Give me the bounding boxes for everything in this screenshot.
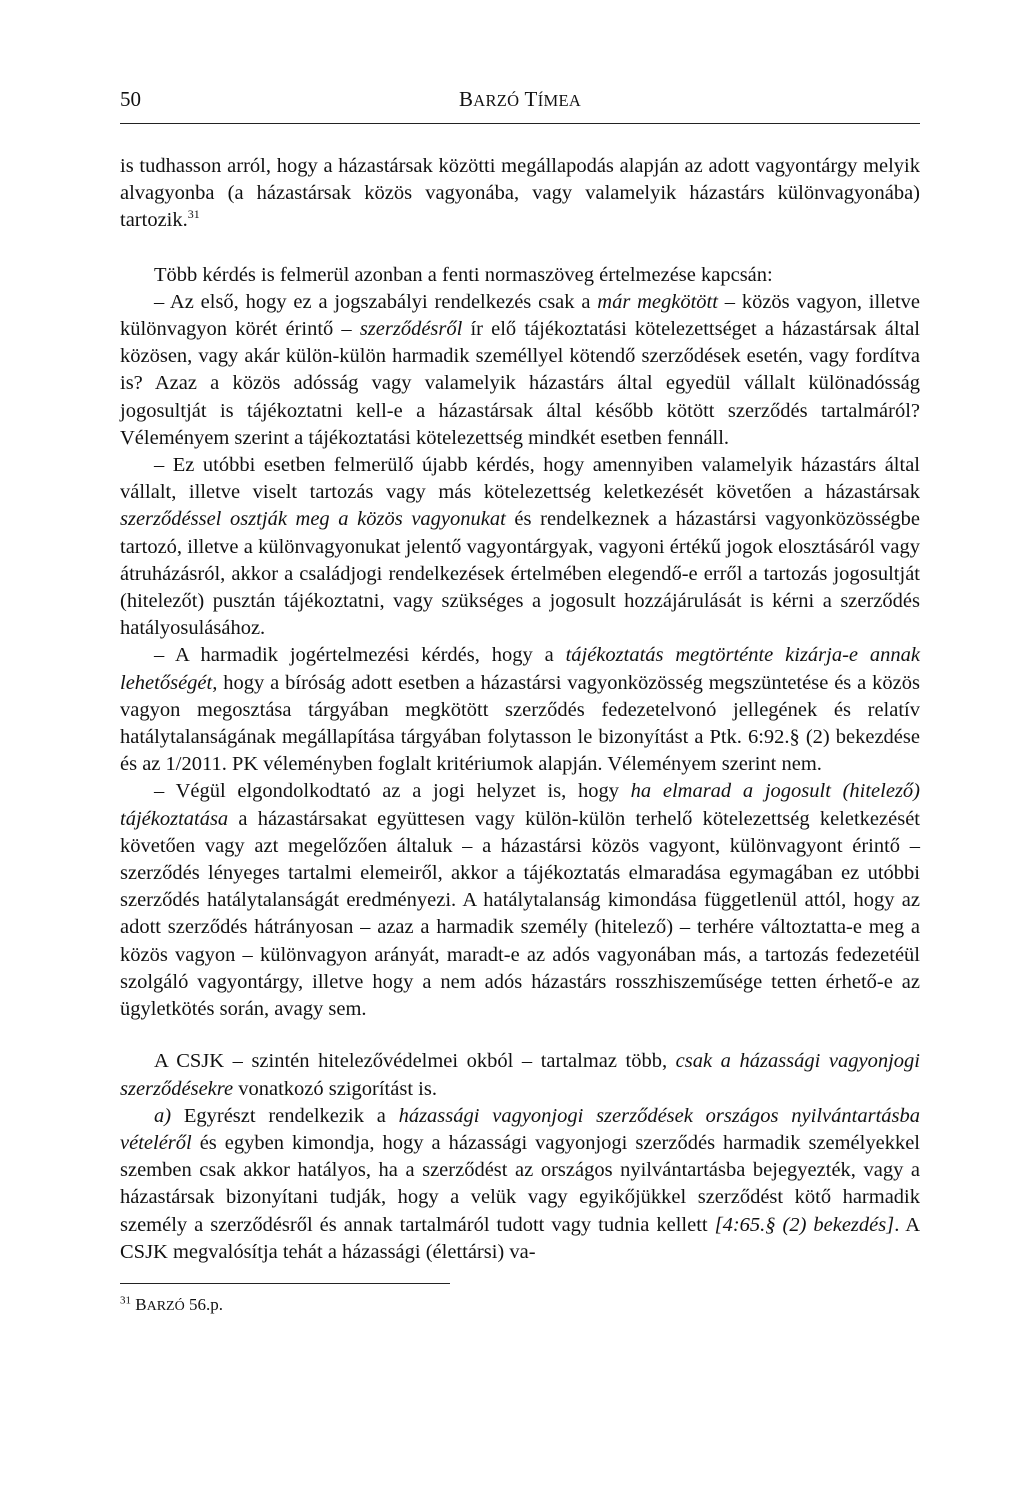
footnote-prefix: B [135, 1295, 147, 1314]
running-head-prefix: B [458, 87, 474, 111]
paragraph-8 [120, 1103, 920, 1266]
paragraph-1 [120, 153, 920, 235]
paragraph-3-text-2: – közös vagyon, illetve különvagyon körét érintő – [120, 290, 920, 341]
paragraph-3 [120, 289, 920, 452]
paragraph-5 [120, 642, 920, 778]
paragraph-2-text: Több kérdés is felmerül azonban a fenti normaszöveg értelmezése kapcsán: [154, 263, 773, 286]
paragraph-1-text: is tudhasson arról, hogy a házastársak közötti megállapodás alapján az adott vagyontárgy melyik alvagyonba (a házastársak közös vagyonába, vagy valamelyik házastárs különvagyonába) tartozik. [120, 155, 920, 232]
paragraph-3-text-3: ír elő tájékoztatási kötelezettséget a házastársak által közösen, vagy akár külön-külön harmadik személlyel kötendő szerződések esetén, vagy fordítva is? Azaz a közös adósság vagy valamelyik házastárs által egyedül vállalt különadósság jogosultját is tájékoztatni kell-e a házastársak által később kötött szerződés tartalmáról? Véleményem szerint a tájékoztatási kötelezettség mindkét esetben fennáll. [120, 318, 921, 449]
paragraph-2 [120, 262, 920, 289]
paragraph-5-text-1: – A harmadik jogértelmezési kérdés, hogy a [154, 644, 566, 667]
section-gap [120, 1023, 920, 1048]
paragraph-8-text-2: és egyben kimondja, hogy a házassági vagyonjogi szerződés harmadik személyekkel szemben csak akkor hatályos, ha a szerződést az országos nyilvántartásba bejegyezték, vagy a házastársak bizonyítani tudják, hogy a velük vagy egyikőjükkel szerződést kötő harmadik személy a szerződésről és annak tartalmáról tudott vagy tudnia kellett [120, 1131, 920, 1236]
paragraph-7-text-1: A CSJK – szintén hitelezővédelmei okból – tartalmaz több, [154, 1050, 676, 1073]
paragraph-3-text-1: – Az első, hogy ez a jogszabályi rendelkezés csak a [154, 290, 598, 313]
paragraph-5-text-2: hogy a bíróság adott esetben a házastársi vagyonközösség megszüntetése és a közös vagyon megosztása tárgyában megkötött szerződés fedezetelvonó jellegének és relatív hatálytalanságának megállapítása tárgyában folytasson le bizonyítást a Ptk. 6:92.§ (2) bekezdése és az 1/2011. PK véleményben foglalt kritériumok alapján. Véleményem szerint nem. [120, 671, 920, 776]
footnote-rest: 56.p. [184, 1295, 223, 1314]
paragraph-6-text-1: – Végül elgondolkodtató az a jogi helyzet is, hogy [154, 780, 631, 803]
footnote-mark: 31 [120, 1294, 131, 1307]
running-head-mid: T [519, 87, 538, 111]
paragraph-gap [120, 235, 920, 262]
paragraph-6 [120, 778, 920, 1023]
paragraph-8-text-1: Egyrészt rendelkezik a [171, 1104, 399, 1127]
paragraph-7-italic-1: csak a házassági vagyonjogi szerződésekre [120, 1050, 920, 1100]
paragraph-3-italic-1: már megkötött [597, 290, 718, 313]
paragraph-8-italic-1: házassági vagyonjogi szerződések országos nyilvántartásba vételéről [120, 1104, 920, 1154]
running-head-small-caps-2: ÍMEA [537, 91, 582, 110]
page-number: 50 [120, 87, 141, 111]
body-text [120, 153, 920, 1266]
paragraph-8-label: a) [154, 1104, 172, 1127]
paragraph-4-italic-1: szerződéssel osztják meg a közös vagyonukat [120, 508, 506, 531]
paragraph-4-text-2: és rendelkeznek a házastársi vagyonközösségbe tartozó, illetve a különvagyonukat jelentő vagyontárgyak, vagyoni értékű jogok elosztásáról vagy átruházásról, akkor a családjogi rendelkezések értelmében elegendő-e erről a tartozás jogosultját (hitelezőt) pusztán tájékoztatni, vagy szükséges a jogosult hozzájárulását is kérni a szerződés hatályosulásához. [120, 508, 920, 640]
page-header [120, 84, 920, 114]
footnote-ref-31: 31 [187, 207, 200, 222]
paragraph-5-italic-1: tájékoztatás megtörténte kizárja-e annak lehetőségét, [120, 644, 920, 694]
paragraph-8-text-3: . A CSJK megvalósítja tehát a házassági (élettársi) va- [120, 1213, 920, 1263]
paragraph-3-italic-2: szerződésről [359, 318, 463, 341]
footnote-31 [120, 1294, 223, 1318]
paragraph-7-text-2: vonatkozó szigorítást is. [233, 1077, 437, 1100]
footnote-rule [120, 1283, 450, 1284]
paragraph-6-italic-1: ha elmarad a jogosult (hitelező) tájékoztatása [120, 780, 920, 830]
paragraph-7 [120, 1048, 920, 1102]
footnote-small-caps: ARZÓ [146, 1299, 185, 1314]
paragraph-4-text-1: – Ez utóbbi esetben felmerülő újabb kérdés, hogy amennyiben valamelyik házastárs által vállalt, illetve viselt tartozás vagy más kötelezettség keletkezését követően a házastársak [120, 454, 920, 504]
running-head-small-caps-1: ARZÓ [473, 91, 520, 110]
paragraph-8-italic-2: [4:65.§ (2) bekezdés] [714, 1213, 895, 1236]
paragraph-6-text-2: a házastársakat együttesen vagy külön-külön terhelő kötelezettség keletkezését követően vagy azt megelőzően általuk – a házastársi közös vagyont, különvagyont érintő – szerződés lényeges tartalmi elemeiről, akkor a tájékoztatás elmaradása egymagában ez utóbbi szerződés hatálytalanságát eredményezi. A hatálytalanság kimondása függetlenül attól, hogy az adott szerződés hátrányosan – azaz a harmadik személy (hitelező) – terhére változtatta-e meg a közös vagyon – különvagyon arányát, maradt-e az adós vagyonában más, a tartozás fedezetéül szolgáló vagyontárgy, illetve hogy a nem adós házastárs rosszhiszeműsége tetten érhető-e az ügyletkötés során, avagy sem. [120, 807, 920, 1021]
header-rule [120, 123, 920, 124]
running-head-author [120, 86, 920, 114]
paragraph-4 [120, 452, 920, 642]
